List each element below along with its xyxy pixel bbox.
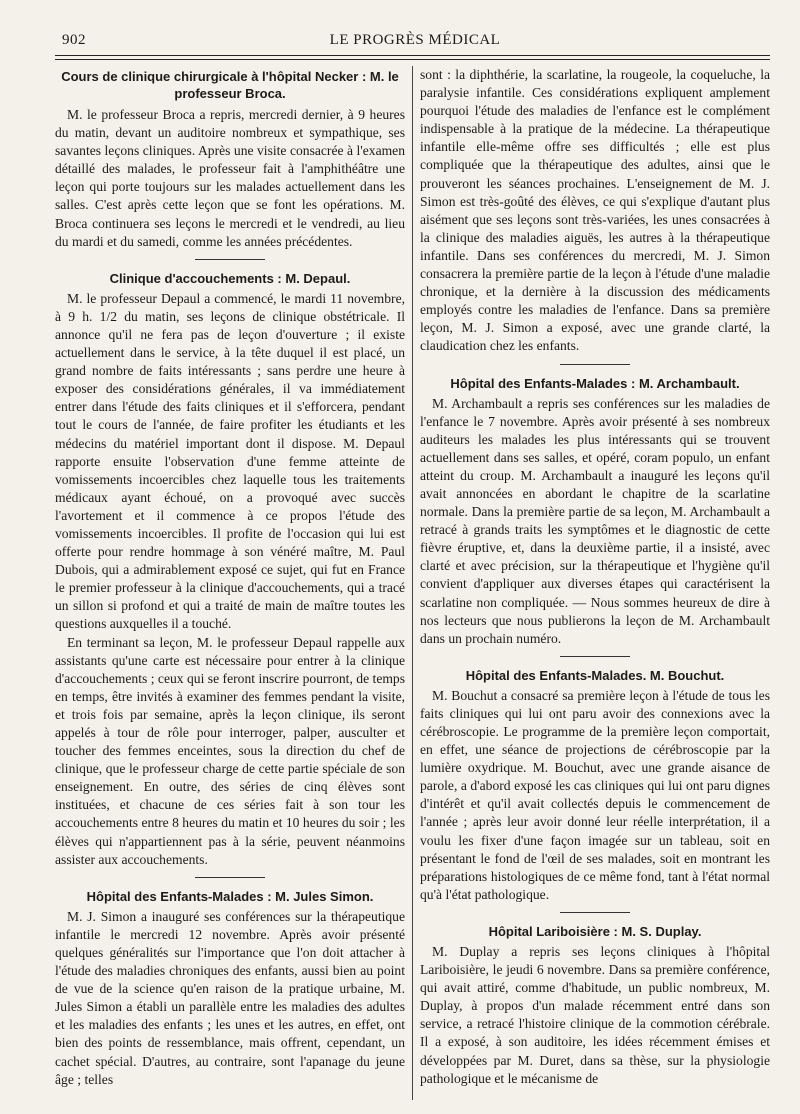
journal-title: LE PROGRÈS MÉDICAL [329, 32, 501, 48]
header-rule-bottom [55, 59, 770, 60]
section-separator [560, 912, 630, 913]
column-divider [412, 66, 413, 1100]
section-title-jules-simon: Hôpital des Enfants-Malades : M. Jules Simon. [86, 888, 374, 904]
page-number: 902 [62, 32, 86, 48]
section-title-duplay: Hôpital Lariboisière : M. S. Duplay. [488, 923, 702, 939]
paragraph-archambault: M. Archambault a repris ses conférences sur les maladies de l'enfance le 7 novembre. Après avoir présenté à ses nombreux auditeurs les malades les plus intéressants qui se trouvent actuellement dans ses salles, et opéré, coram populo, un enfant atteint du croup. M. Archambault a inauguré les leçons qu'il avait annoncées en abordant le chapitre de la scarlatine normale. Dans la première partie de sa leçon, M. Archambault a retracé à grands traits les symptômes et le diagnostic de cette fièvre éruptive, et, dans la deuxième partie, il a insisté, avec clarté et avec précision, sur la thérapeutique et l'hygiène qu'il convient d'appliquer aux diverses étapes qui caractérisent la scarlatine non compliquée. — Nous sommes heureux de dire à nos lecteurs que nous publierons la leçon de M. Archambault dans un prochain numéro. [420, 395, 771, 646]
section-separator [195, 259, 265, 260]
paragraph-depaul-1: M. le professeur Depaul a commencé, le mardi 11 novembre, à 9 h. 1/2 du matin, ses leçons de clinique obstétricale. Il annonce qu'il ne fera pas de leçon d'ouverture ; il existe actuellement dans le service, à la tête duquel il est placé, un grand nombre de faits intéressants ; sans perdre une heure à exposer des considérations générales, il va immédiatement entrer dans l'étude des faits cliniques et il s'efforcera, pendant tout le cours de l'année, de faire profiter les étudiants et les médecins du matériel important dont il dispose. M. Depaul rapporte ensuite l'observation d'une femme atteinte de vomissements incoercibles chez laquelle tous les traitements médicaux ayant échoué, on a provoqué avec succès l'avortement et il commence à ce propos l'étude des vomissements incoercibles. Il profite de l'occasion qui lui est offerte pour rendre hommage à son vénéré maître, M. Paul Dubois, qui a admirablement exposé ce sujet, qui fut en France le premier professeur à la clinique d'accouchements, qui a tracé un sillon si profond et qui a traité de main de maître toutes les questions auxquelles il a touché. [55, 290, 406, 632]
paragraph-depaul-2: En terminant sa leçon, M. le professeur Depaul rappelle aux assistants qu'une carte est nécessaire pour entrer à la clinique d'accouchements ; ceux qui se feront inscrire pourront, de temps en temps, être invités à examiner des femmes pendant la visite, et trois fois par semaine, après la leçon clinique, ils seront appelés à tour de rôle pour interroger, palper, ausculter et toucher des femmes enceintes, sous la direction du chef de clinique, que le professeur charge de cette partie spéciale de son enseignement. En outre, des séries de cinq élèves sont instituées, et chacune de ces séries fait à son tour les accouchements entre 8 heures du matin et 10 heures du soir ; les élèves qui n'appartiennent pas à la série, peuvent néanmoins assister aux accouchements. [55, 634, 406, 867]
paragraph-broca: M. le professeur Broca a repris, mercredi dernier, à 9 heures du matin, devant un auditoire nombreux et sympathique, ses savantes leçons cliniques. Après une visite consacrée à l'examen détaillé des malades, le professeur fait à l'amphithéâtre une leçon qui porte toujours sur les malades actuellement dans les salles. C'est après cette leçon que se font les opérations. M. Broca continuera ses leçons le mercredi et le vendredi, au lieu du mardi et du samedi, comme les années précédentes. [55, 107, 406, 249]
section-separator [195, 877, 265, 878]
section-title-bouchut: Hôpital des Enfants-Malades. M. Bouchut. [465, 667, 725, 683]
paragraph-jules-simon: M. J. Simon a inauguré ses conférences sur la thérapeutique infantile le mercredi 12 novembre. Après avoir présenté quelques généralités sur l'importance que l'on doit attacher à l'étude des maladies chroniques des enfants, aussi bien au point de vue de la science qu'en raison de la pratique urbaine, M. Jules Simon a établi un parallèle entre les maladies des adultes et les maladies des enfants ; les unes et les autres, en effet, ont bien des points de ressemblance, mais offrent, cependant, un cachet spécial. D'autres, au contraire, sont l'apanage du jeune âge ; telles [55, 908, 406, 1087]
paragraph-jules-simon-continued: sont : la diphthérie, la scarlatine, la rougeole, la coqueluche, la paralysie infantile. Ces considérations expliquent amplement pourquoi l'étude des maladies de l'enfance est le complément indispensable à la pratique de la médecine. La thérapeutique infantile elle-même offre ses difficultés ; elle est plus compliquée que la thérapeutique des adultes, ainsi que le prouveront les séances prochaines. L'enseignement de M. J. Simon est très-goûté des élèves, ce qui s'explique d'autant plus aisément que ses leçons sont très-variées, les unes consacrées à la clinique des maladies aiguës, les autres à la thérapeutique infantile. Dans ses conférences du mercredi, M. J. Simon consacrera la première partie de la leçon à l'étude d'une maladie chronique, et la dernière à la discussion des médicaments employés contre les maladies de l'enfance. Dans sa première leçon, M. J. Simon a exposé, avec une grande clarté, la claudication chez les enfants. [420, 67, 771, 354]
left-column [55, 66, 408, 1100]
section-title-archambault: Hôpital des Enfants-Malades : M. Archambault. [450, 375, 740, 391]
header-rule-top [55, 55, 770, 56]
section-title-depaul: Clinique d'accouchements : M. Depaul. [109, 270, 351, 286]
right-column [417, 66, 770, 1100]
page-header [62, 32, 768, 54]
section-separator [560, 656, 630, 657]
section-title-broca: Cours de clinique chirurgicale à l'hôpital Necker : M. le professeur Broca. [61, 69, 399, 101]
paragraph-duplay: M. Duplay a repris ses leçons cliniques à l'hôpital Lariboisière, le jeudi 6 novembre. Dans sa première conférence, qui avait attiré, comme d'habitude, un public nombreux, M. Duplay, à propos d'un malade récemment entré dans son service, a retracé l'histoire clinique de la commotion cérébrale. Il a exposé, à son auditoire, les idées récemment émises et développées par M. Duret, dans sa thèse, sur la physiologie pathologique et le mécanisme de [420, 943, 771, 1086]
paragraph-bouchut: M. Bouchut a consacré sa première leçon à l'étude de tous les faits cliniques qui lui ont paru avoir des connexions avec la cérébroscopie. Le programme de la première leçon comportait, en effet, une séance de projections de cérébroscopie par la lumière oxydrique. M. Bouchut, avec une grande aisance de parole, a d'abord exposé les cas cliniques qui lui ont paru dignes d'intérêt et qu'il avait collectés depuis le commencement de l'année ; après leur avoir donné leur réelle interprétation, il a voulu les fixer d'une façon imagée sur un tableau, soit en présentant le fond de l'œil de ses malades, soit en montrant les préparations histologiques de ce même fond, tant à l'état normal qu'à l'état pathologique. [420, 687, 771, 902]
page-columns [55, 66, 770, 1100]
section-separator [560, 364, 630, 365]
